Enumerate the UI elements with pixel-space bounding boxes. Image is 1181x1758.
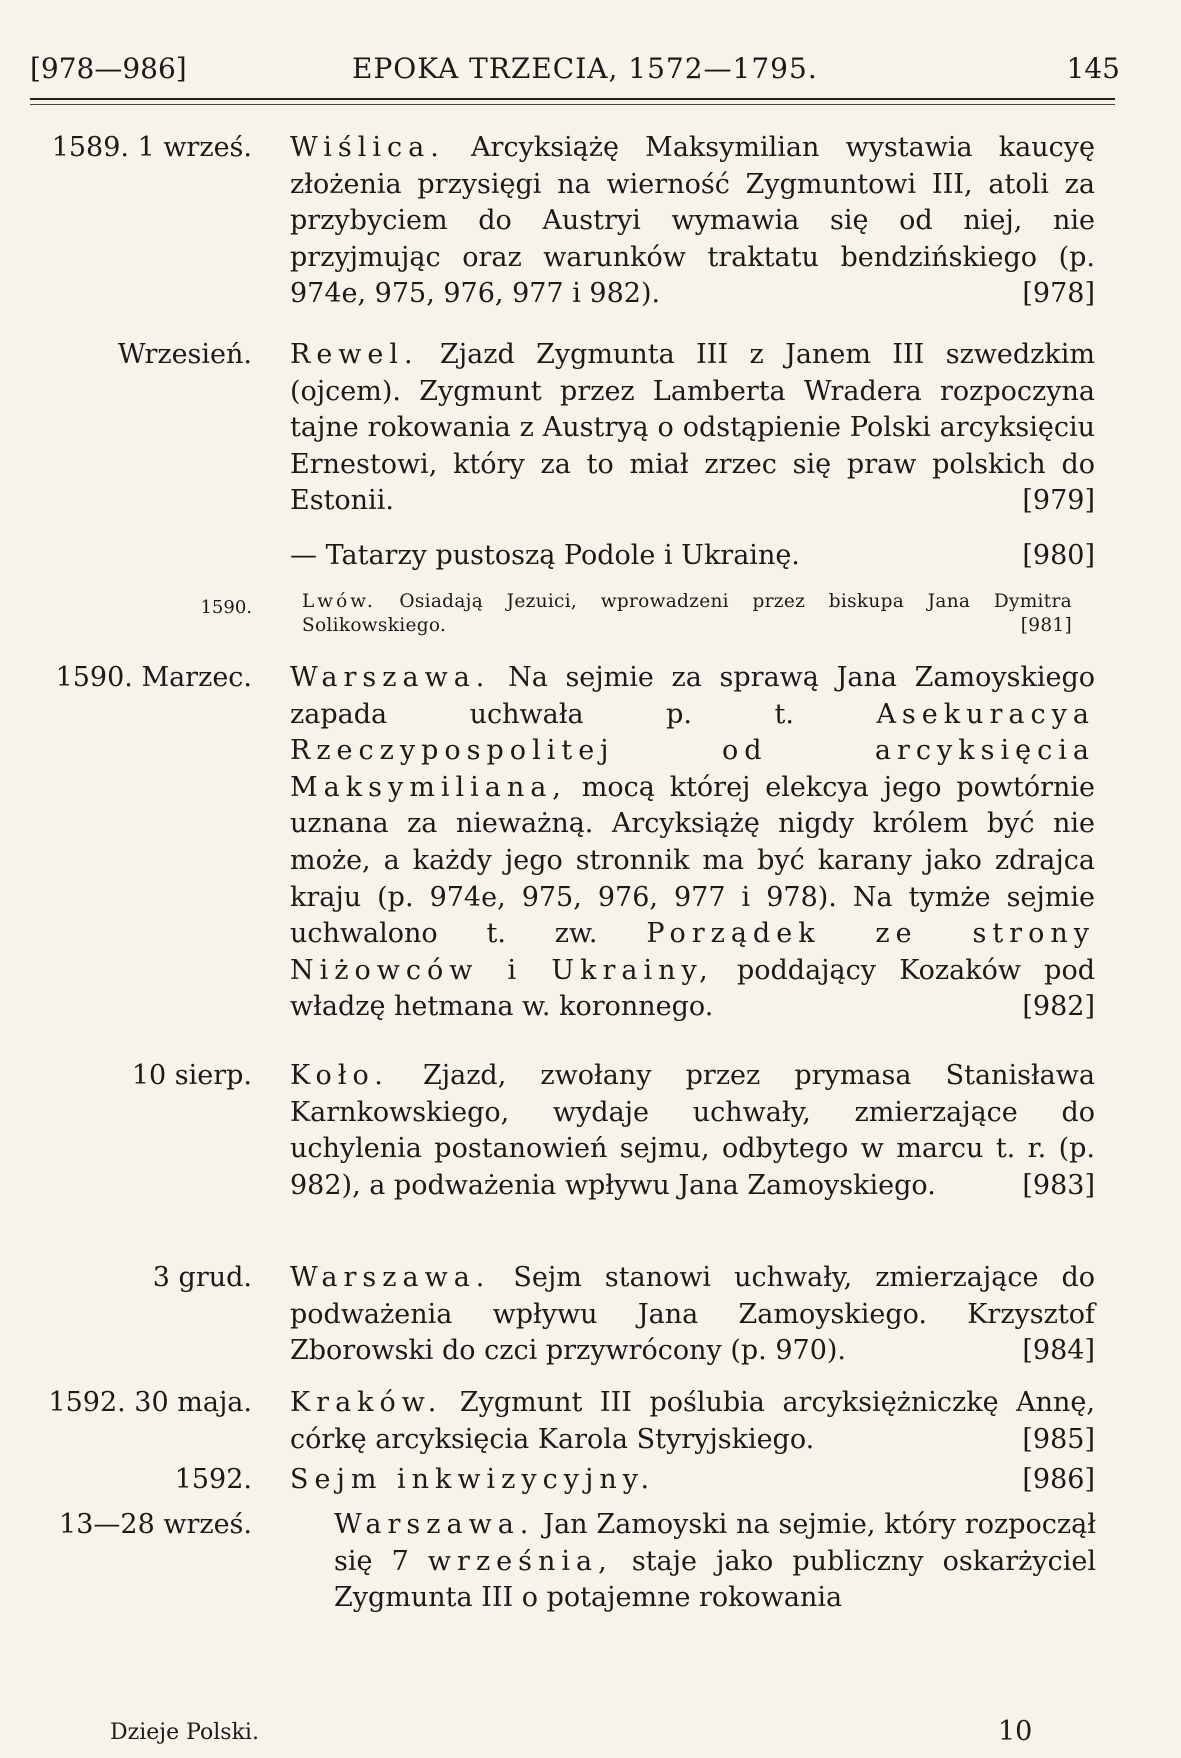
entry-place: Warszawa. [290, 1262, 491, 1293]
entry-number: [985] [1022, 1423, 1095, 1455]
header-section-range: [978—986] [30, 52, 187, 85]
entry-text [290, 1462, 1095, 1499]
entry-body: Zjazd Zygmunta III z Janem III szwedzkim (ojcem). Zygmunt przez Lamberta Wradera rozpoczyna tajne rokowania z Austryą o odstąpienie Polski arcyksięciu Ernestowi, który za to miał zrzec się praw polskich do Estonii. [290, 339, 1095, 517]
entry-number: [986] [1022, 1464, 1095, 1495]
entry-text [290, 337, 1095, 520]
entry-body: poddający Kozaków pod władzę hetmana w. koronnego. [290, 954, 1095, 1023]
entry-place: Warszawa. [290, 662, 491, 693]
entry-place: Lwów. [302, 591, 376, 612]
entry-place: Sejm inkwizycyjny. [290, 1464, 656, 1495]
entry-body: Osiadają Jezuici, wprowadzeni przez biskupa Jana Dymitra Solikowskiego. [302, 591, 1072, 636]
entry-text [334, 1507, 1096, 1617]
entry-body: staje jako publiczny oskarżyciel Zygmunta III o potajemne rokowania [334, 1545, 1097, 1614]
entry-date: Wrzesień. [117, 339, 252, 370]
entry-text [290, 130, 1095, 313]
entry-place: Koło. [290, 1060, 389, 1091]
page-footer [110, 1716, 1033, 1747]
entry-date: 13—28 wrześ. [59, 1509, 252, 1540]
entry-body: Jan Zamoyski na sejmie, który rozpoczął się 7 [334, 1509, 1096, 1577]
entry-body: Zygmunt III poślubia arcyksiężniczkę Annę, córkę arcyksięcia Karola Styryjskiego. [290, 1387, 1095, 1455]
entry-number: [984] [1022, 1335, 1095, 1367]
entry-date: 1592. [174, 1464, 252, 1495]
header-rule [30, 98, 1115, 100]
entry-text [290, 660, 1095, 1026]
entry-number: [982] [1022, 991, 1095, 1023]
entry-text [302, 590, 1072, 638]
entry-emphasis: Asekuracya Rzeczypospolitej od arcyksięcia Maksymiliana, [290, 698, 1095, 803]
sheet-number: 10 [998, 1716, 1033, 1747]
entry-emphasis: września, [427, 1545, 613, 1577]
entry-body: Zjazd, zwołany przez prymasa Stanisława Karnkowskiego, wydaje uchwały, zmierzające do uchylenia postanowień sejmu, odbytego w marcu t. r. (p. 982), a podważenia wpływu Jana Zamoyskiego. [290, 1060, 1095, 1201]
entry-number: [983] [1022, 1169, 1095, 1201]
entry-place: Warszawa. [334, 1509, 535, 1540]
entry-date: 1590. Marzec. [55, 662, 252, 693]
entry-date: 1590. [200, 597, 252, 618]
entry-number: [980] [1022, 540, 1095, 571]
footer-signature: Dzieje Polski. [110, 1720, 259, 1745]
entry-body: Na sejmie za sprawą Jana Zamoyskiego zapada uchwała p. t. [290, 662, 1095, 730]
entry-place: Kraków. [290, 1387, 443, 1418]
page-number: 145 [1066, 52, 1120, 85]
entry-text [290, 1260, 1095, 1370]
entry-body: Arcyksiążę Maksymilian wystawia kaucyę złożenia przysięgi na wierność Zygmuntowi III, atoli za przybyciem do Austryi wymawia się od niej, nie przyjmując oraz warunków traktatu bendzińskiego (p. 974e, 975, 976, 977 i 982). [290, 132, 1095, 310]
entry-number: [978] [1022, 278, 1095, 310]
entry-body: Sejm stanowi uchwały, zmierzające do podważenia wpływu Jana Zamoyskiego. Krzysztof Zborowski do czci przywrócony (p. 970). [290, 1262, 1095, 1367]
running-header [30, 52, 1120, 92]
entry-place: Wiślica. [290, 132, 445, 163]
entry-date: 1592. 30 maja. [48, 1387, 252, 1418]
entry-text [290, 538, 1095, 575]
entry-number: [981] [1020, 615, 1072, 636]
entry-date: 1589. 1 wrześ. [51, 132, 252, 163]
header-title: EPOKA TRZECIA, 1572—1795. [352, 52, 818, 85]
entry-date: 3 grud. [152, 1262, 252, 1293]
entry-text [290, 1385, 1095, 1458]
entry-place: Rewel. [290, 339, 419, 370]
header-rule-thin [30, 104, 1115, 105]
entry-date: 10 sierp. [131, 1060, 252, 1091]
entry-emphasis: Porządek ze strony Niżowców i Ukrainy, [290, 918, 1095, 986]
entry-number: [979] [1022, 485, 1095, 517]
entry-body: — Tatarzy pustoszą Podole i Ukrainę. [290, 540, 800, 571]
entry-text [290, 1058, 1095, 1204]
entry-body: mocą której elekcya jego powtórnie uznana za nieważną. Arcyksiążę nigdy królem być nie może, a każdy jego stronnik ma być karany jako zdrajca kraju (p. 974e, 975, 976, 977 i 978). Na tymże sejmie uchwalono t. zw. [290, 771, 1095, 950]
